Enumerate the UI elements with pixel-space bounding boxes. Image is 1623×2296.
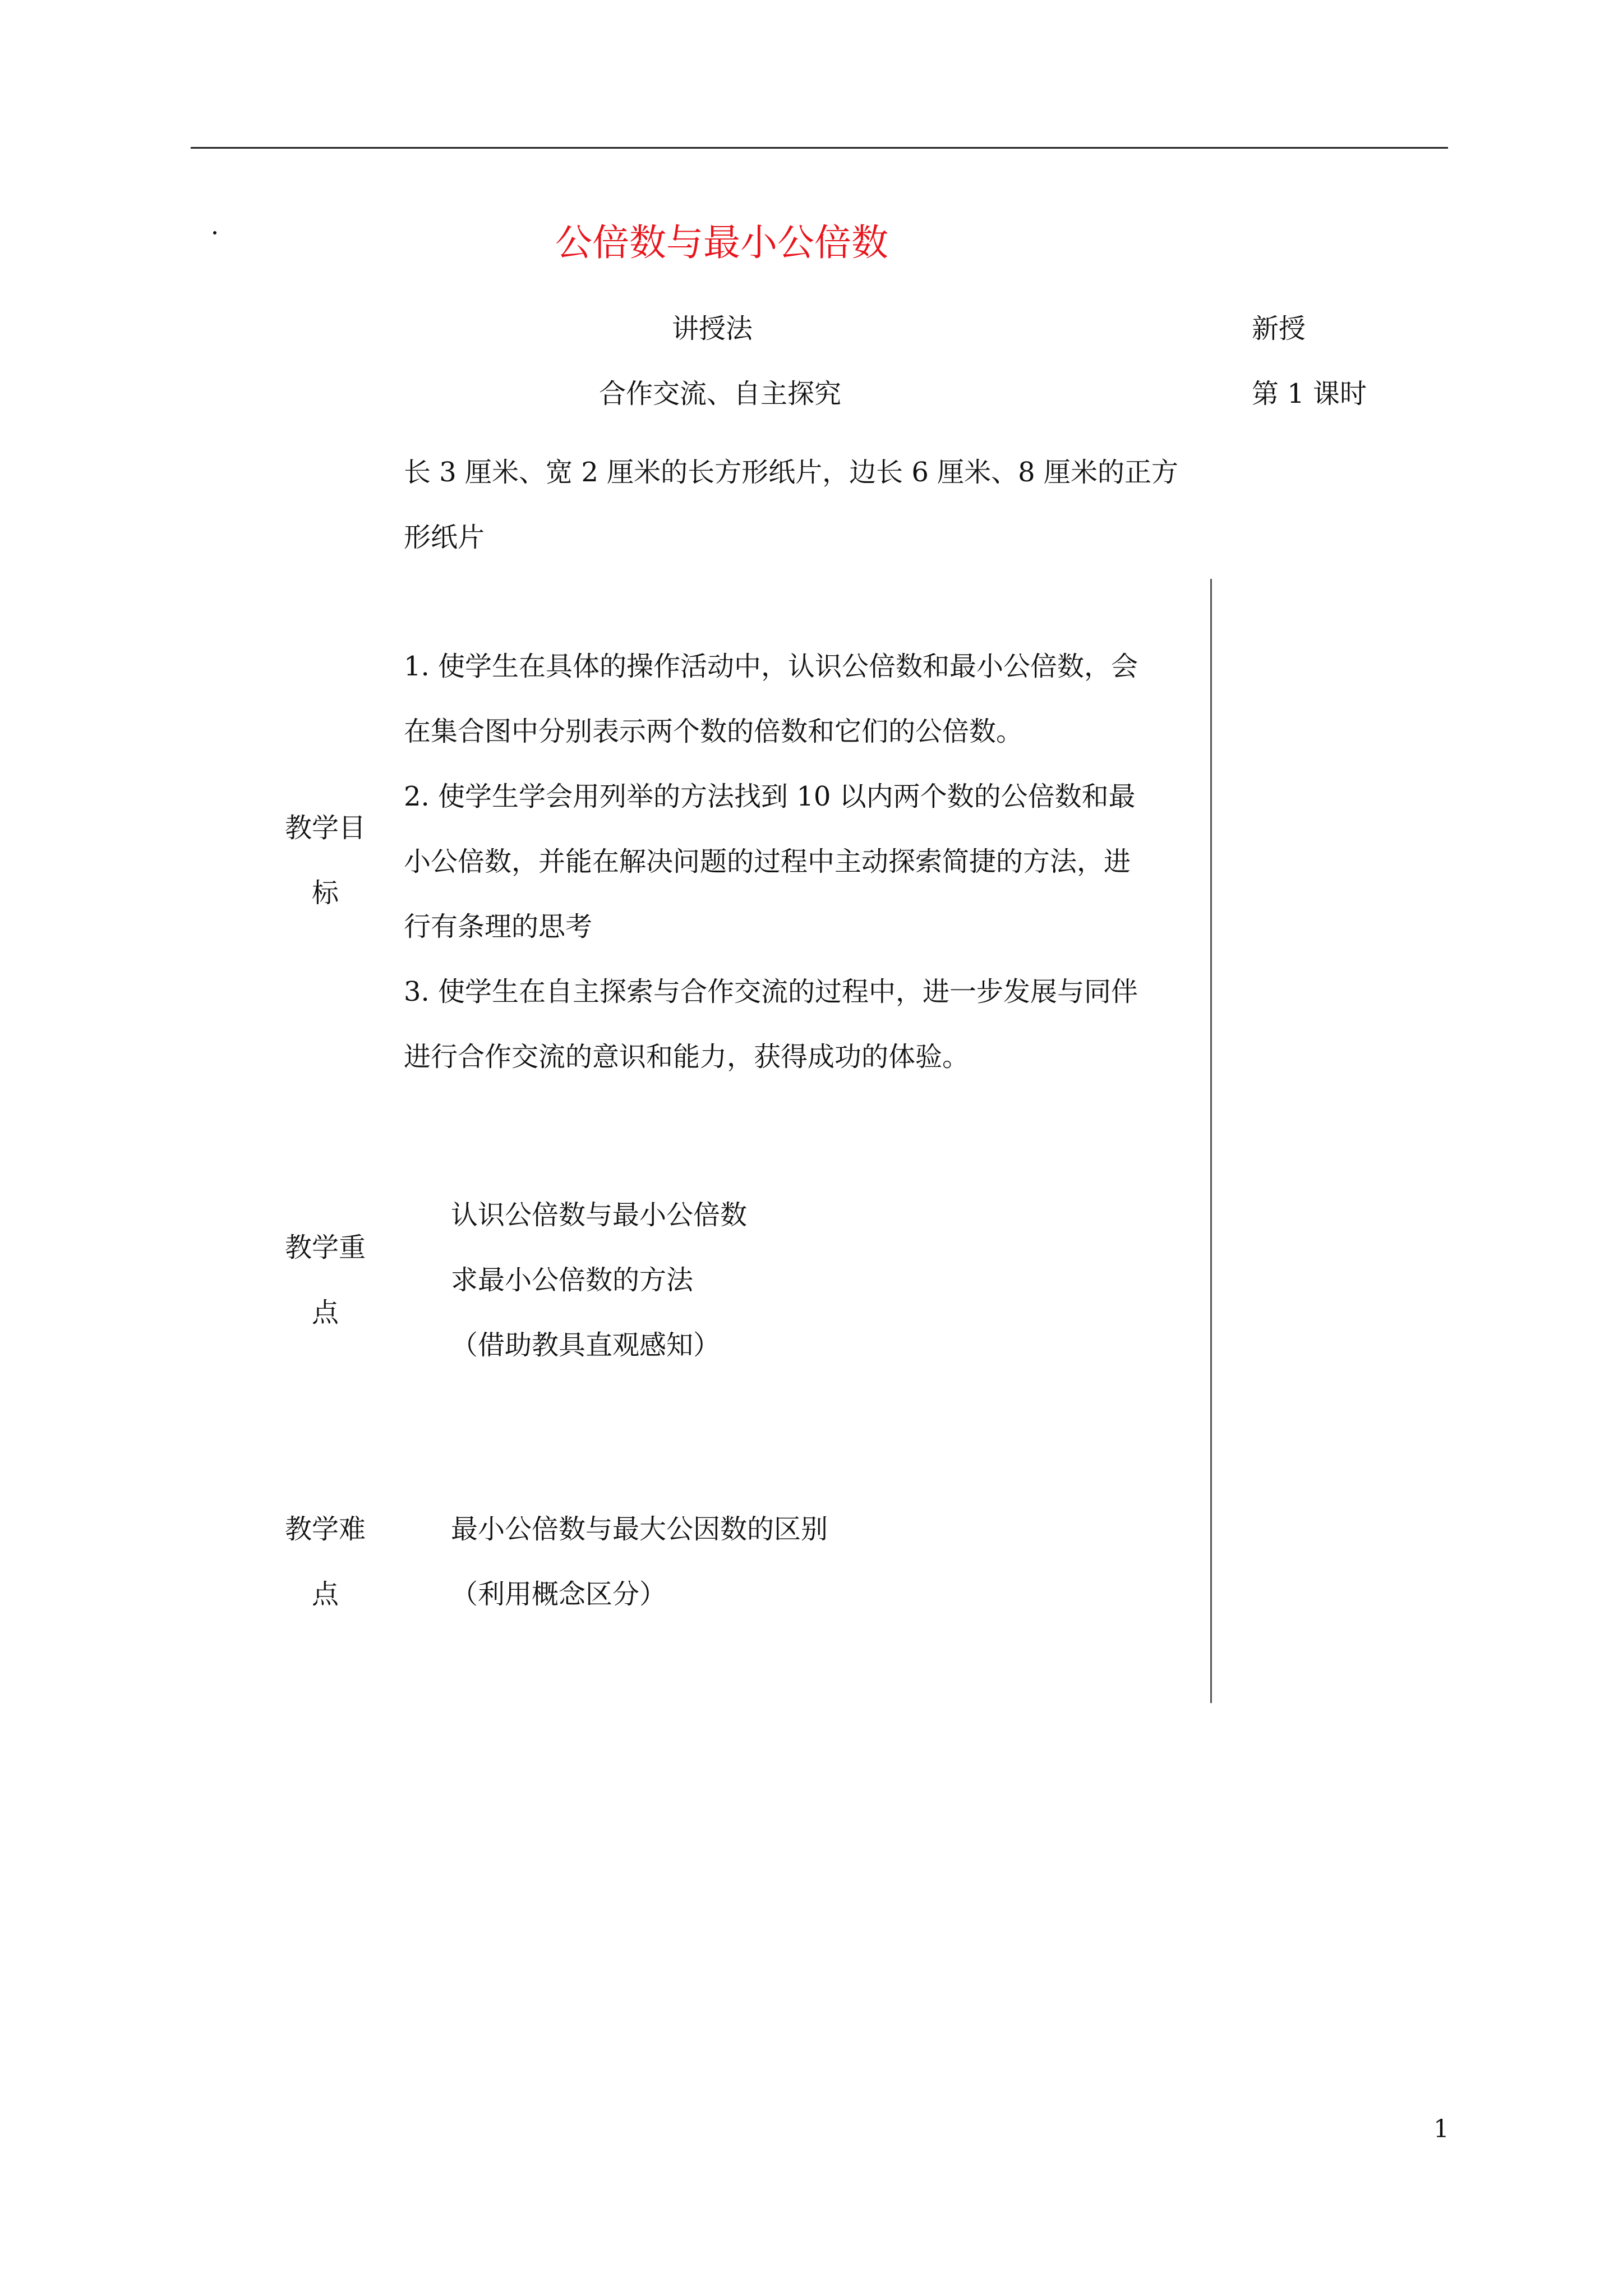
difficulty-line: （利用概念区分）: [451, 1579, 667, 1610]
materials-line: 长 3 厘米、宽 2 厘米的长方形纸片，边长 6 厘米、8 厘米的正方: [404, 457, 1178, 488]
key-point-line: 求最小公倍数的方法: [451, 1264, 694, 1296]
difficulty-line: 最小公倍数与最大公因数的区别: [451, 1513, 828, 1545]
key-point-line: 认识公倍数与最小公倍数: [451, 1199, 748, 1231]
table-right-border: [1210, 579, 1212, 1703]
teaching-method: 讲授法: [672, 313, 753, 344]
page-number: 1: [1433, 2115, 1449, 2143]
objective-line: 3. 使学生在自主探索与合作交流的过程中，进一步发展与同伴: [404, 976, 1138, 1007]
label-line: 教学目: [284, 812, 366, 844]
label-line: 点: [311, 1297, 339, 1328]
objective-line: 进行合作交流的意识和能力，获得成功的体验。: [404, 1041, 970, 1073]
objective-line: 行有条理的思考: [404, 911, 593, 942]
difficulties-label: [275, 1497, 376, 1627]
header-rule: [191, 147, 1448, 149]
lesson-type: 新授: [1252, 313, 1306, 344]
objective-line: 2. 使学生学会用列举的方法找到 10 以内两个数的公倍数和最: [404, 781, 1136, 812]
label-line: 教学重: [284, 1232, 366, 1263]
label-line: 教学难: [284, 1513, 366, 1545]
teaching-approach: 合作交流、自主探究: [599, 378, 842, 409]
key-point-line: （借助教具直观感知）: [451, 1329, 721, 1361]
key-points-label: [275, 1215, 376, 1345]
objective-line: 1. 使学生在具体的操作活动中，认识公倍数和最小公倍数，会: [404, 651, 1138, 682]
leading-dot: [213, 231, 216, 234]
objective-line: 在集合图中分别表示两个数的倍数和它们的公倍数。: [404, 716, 1023, 747]
label-line: 点: [311, 1579, 339, 1610]
lesson-period: 第 1 课时: [1252, 378, 1367, 409]
page-title: 公倍数与最小公倍数: [555, 221, 888, 264]
objectives-label: [275, 795, 376, 926]
materials-line: 形纸片: [404, 522, 485, 553]
objective-line: 小公倍数，并能在解决问题的过程中主动探索简捷的方法，进: [404, 846, 1131, 877]
label-line: 标: [311, 877, 339, 909]
